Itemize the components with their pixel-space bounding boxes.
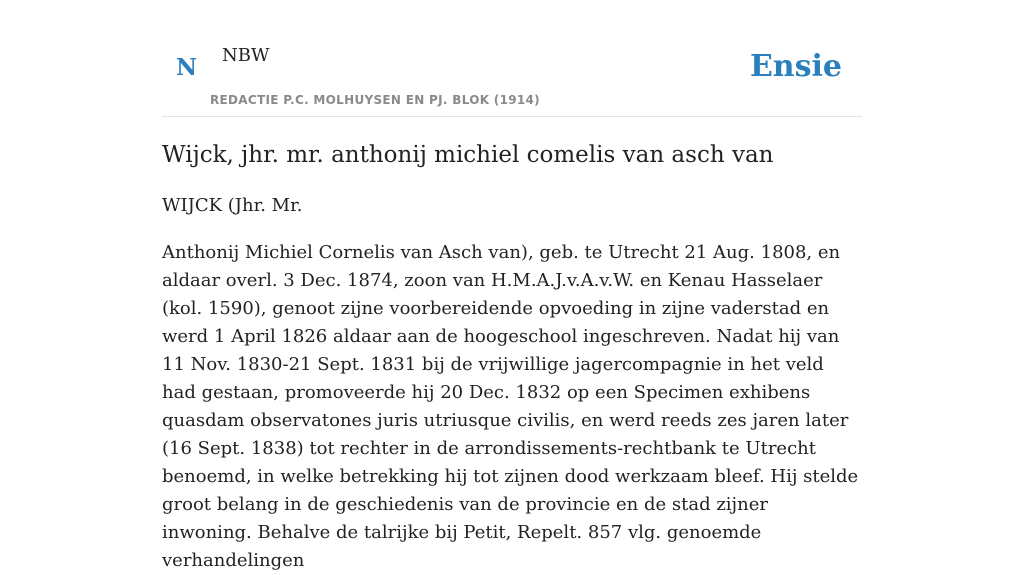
article bbox=[162, 140, 862, 575]
source-abbreviation[interactable]: NBW bbox=[222, 45, 270, 66]
article-title: Wijck, jhr. mr. anthonij michiel comelis van asch van bbox=[162, 142, 774, 168]
article-paragraph: WIJCK (Jhr. Mr. bbox=[162, 195, 303, 216]
source-credit: REDACTIE P.C. MOLHUYSEN EN PJ. BLOK (1914) bbox=[210, 93, 540, 107]
source-logo[interactable]: N bbox=[176, 54, 198, 81]
brand-logo[interactable]: Ensie bbox=[749, 49, 842, 84]
site-header bbox=[162, 0, 862, 117]
article-paragraph: Anthonij Michiel Cornelis van Asch van), geb. te Utrecht 21 Aug. 1808, en aldaar overl. 3 Dec. 1874, zoon van H.M.A.J.v.A.v.W. en Kenau Hasselaer (kol. 1590), genoot zijne voorbereidende opvoeding in zijne vaderstad en werd 1 April 1826 aldaar aan de hoogeschool ingeschreven. Nadat hij van 11 Nov. 1830-21 Sept. 1831 bij de vrijwillige jagercompagnie in het veld had gestaan, promoveerde hij 20 Dec. 1832 op een Specimen exhibens quasdam observatones juris utriusque civilis, en werd reeds zes jaren later (16 Sept. 1838) tot rechter in de arrondissements-rechtbank te Utrecht benoemd, in welke betrekking hij tot zijnen dood werkzaam bleef. Hij stelde groot belang in de geschiedenis van de provincie en de stad zijner inwoning. Behalve de talrijke bij Petit, Repelt. 857 vlg. genoemde verhandelingen bbox=[162, 242, 859, 571]
